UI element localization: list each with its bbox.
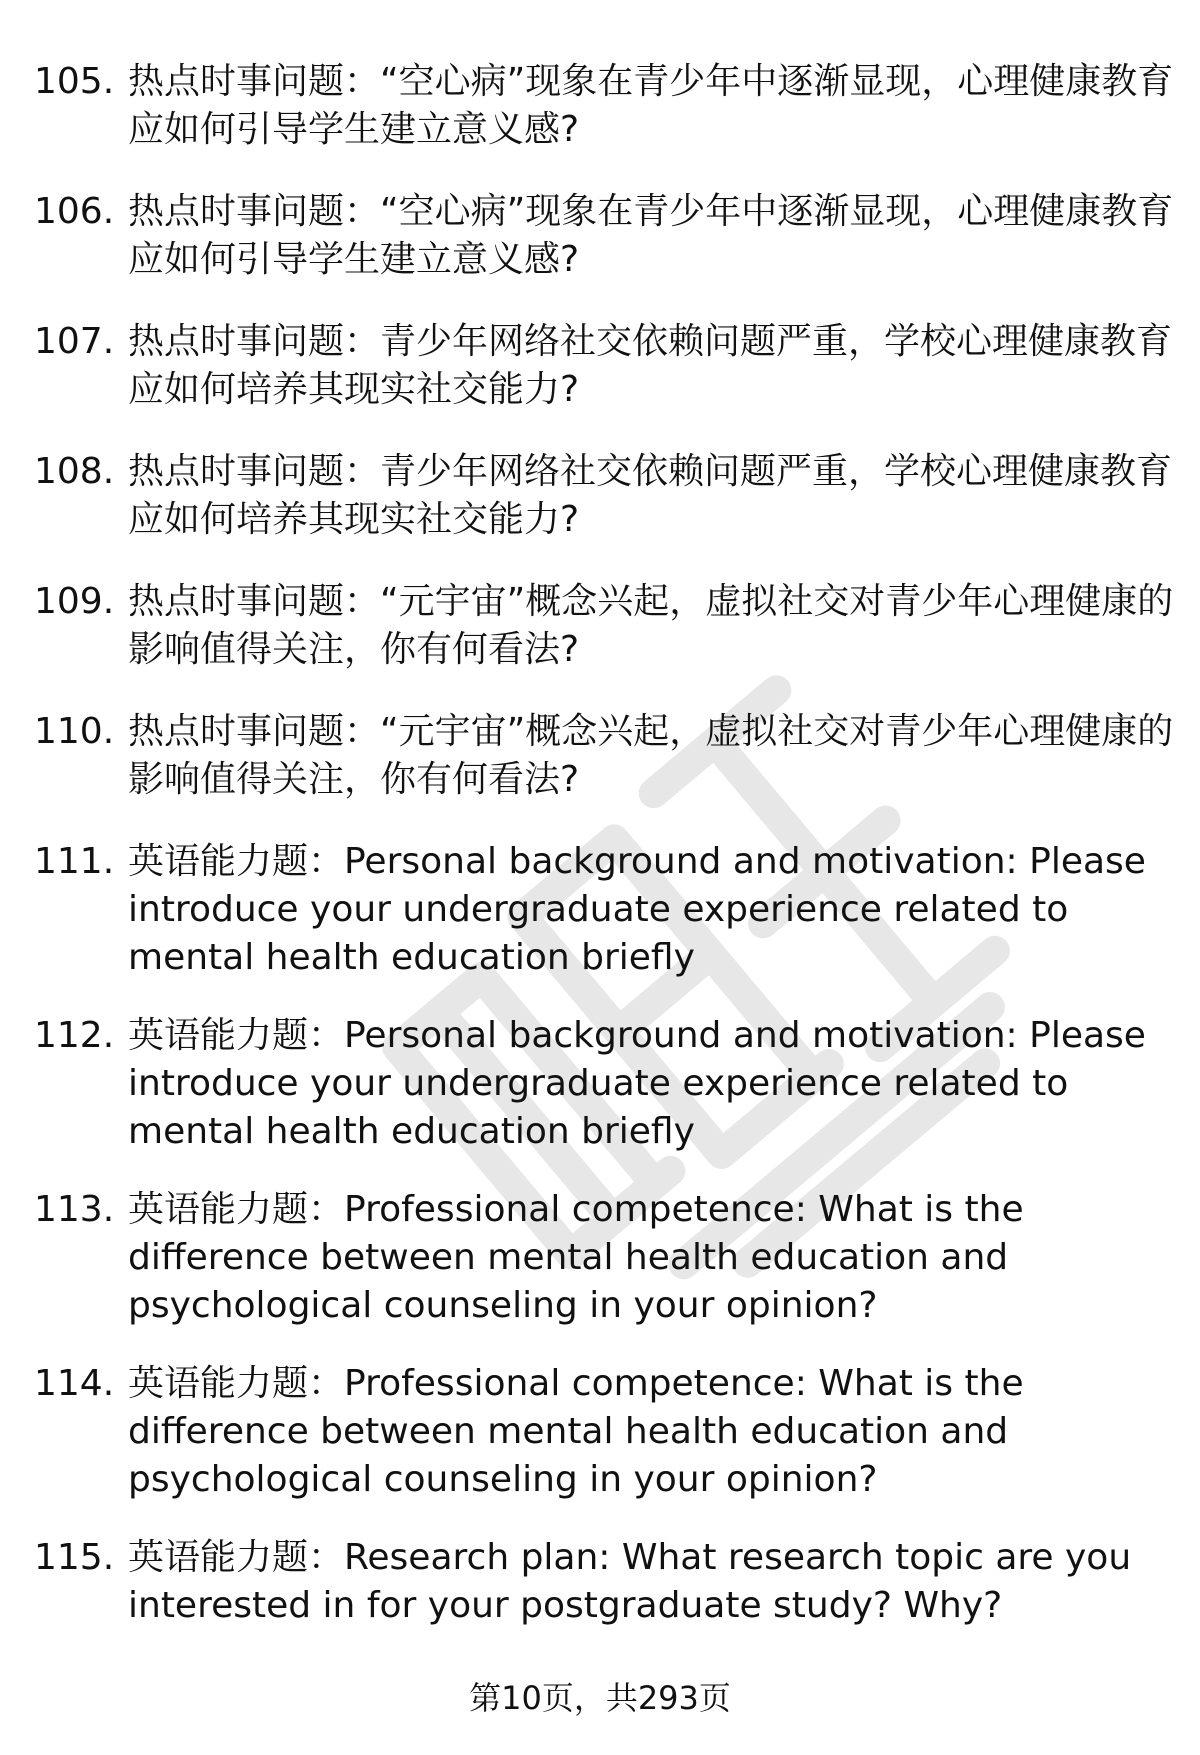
- question-text: 热点时事问题：“元宇宙”概念兴起，虚拟社交对青少年心理健康的影响值得关注，你有何看法?: [128, 581, 1174, 670]
- question-item: [34, 58, 1174, 154]
- question-number: 114.: [34, 1363, 115, 1404]
- question-number: 105.: [34, 61, 115, 102]
- question-text: 英语能力题：Personal background and motivation: Please introduce your undergraduate experience related to mental health education briefly: [128, 1015, 1146, 1152]
- question-item: [34, 578, 1174, 674]
- question-list: [34, 58, 1174, 1660]
- question-text: 英语能力题：Research plan: What research topic are you interested in for your postgraduate study? Why?: [128, 1537, 1132, 1626]
- question-text: 热点时事问题：“元宇宙”概念兴起，虚拟社交对青少年心理健康的影响值得关注，你有何看法?: [128, 711, 1174, 800]
- question-text: 英语能力题：Professional competence: What is the difference between mental health education and psychological counseling in your opinion?: [128, 1189, 1024, 1326]
- question-number: 108.: [34, 451, 115, 492]
- question-number: 113.: [34, 1189, 115, 1230]
- question-item: [34, 448, 1174, 544]
- question-item: [34, 318, 1174, 414]
- question-item: [34, 838, 1174, 982]
- question-item: [34, 1360, 1174, 1504]
- question-text: 英语能力题：Professional competence: What is the difference between mental health education and psychological counseling in your opinion?: [128, 1363, 1024, 1500]
- question-number: 112.: [34, 1015, 115, 1056]
- question-text: 热点时事问题：“空心病”现象在青少年中逐渐显现，心理健康教育应如何引导学生建立意义感?: [128, 191, 1174, 280]
- question-text: 热点时事问题：青少年网络社交依赖问题严重，学校心理健康教育应如何培养其现实社交能力?: [128, 451, 1173, 540]
- question-number: 111.: [34, 841, 115, 882]
- question-text: 英语能力题：Personal background and motivation: Please introduce your undergraduate experience related to mental health education briefly: [128, 841, 1146, 978]
- question-number: 115.: [34, 1537, 115, 1578]
- question-item: [34, 708, 1174, 804]
- question-number: 110.: [34, 711, 115, 752]
- question-item: [34, 1534, 1174, 1630]
- question-text: 热点时事问题：青少年网络社交依赖问题严重，学校心理健康教育应如何培养其现实社交能力?: [128, 321, 1173, 410]
- question-item: [34, 1012, 1174, 1156]
- question-text: 热点时事问题：“空心病”现象在青少年中逐渐显现，心理健康教育应如何引导学生建立意义感?: [128, 61, 1174, 150]
- page-number-footer: 第10页，共293页: [469, 1679, 731, 1717]
- question-item: [34, 1186, 1174, 1330]
- question-number: 107.: [34, 321, 115, 362]
- question-number: 109.: [34, 581, 115, 622]
- question-item: [34, 188, 1174, 284]
- question-number: 106.: [34, 191, 115, 232]
